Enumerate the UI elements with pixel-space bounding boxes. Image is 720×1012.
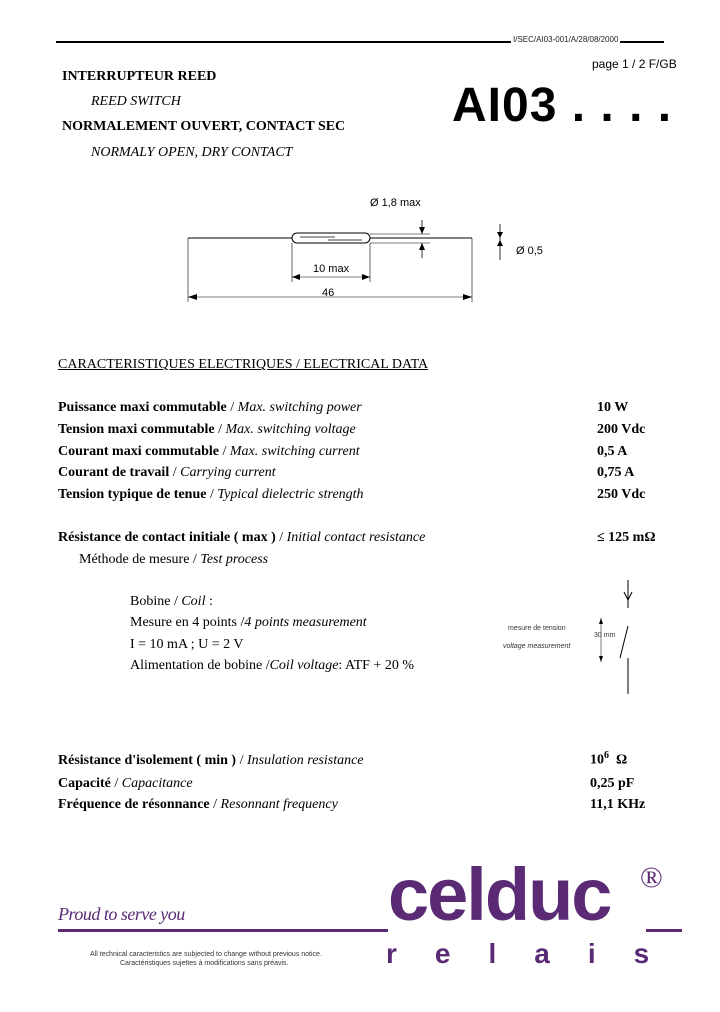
spec-value: 0,75 A <box>597 465 635 480</box>
spec-row: Courant de travail / Carrying current <box>58 465 276 480</box>
document-reference: I/SEC/AI03-001/A/28/08/2000 <box>513 35 619 44</box>
page-number: page 1 / 2 F/GB <box>592 57 677 71</box>
celduc-logo: celduc <box>388 853 611 936</box>
frequency-row: Fréquence de résonnance / Resonnant frequency <box>58 797 338 812</box>
diameter-max-label: Ø 1,8 max <box>370 197 421 209</box>
reed-switch-drawing <box>180 190 540 310</box>
model-number: AI03 . . . . <box>452 79 673 132</box>
spec-value: 0,5 A <box>597 444 628 459</box>
section-title: CARACTERISTIQUES ELECTRIQUES / ELECTRICAL DATA <box>58 357 429 372</box>
subtitle-fr: NORMALEMENT OUVERT, CONTACT SEC <box>62 119 346 134</box>
spec-value: 10 W <box>597 400 629 415</box>
wire-diameter-label: Ø 0,5 <box>516 245 543 257</box>
spec-row: Puissance maxi commutable / Max. switching power <box>58 400 362 415</box>
measurement-row: Mesure en 4 points /4 points measurement <box>130 615 367 630</box>
test-method-row: Méthode de mesure / Test process <box>79 552 269 567</box>
title-fr: INTERRUPTEUR REED <box>62 69 217 84</box>
insulation-row: Résistance d'isolement ( min ) / Insulation resistance <box>58 753 364 768</box>
capacitance-value: 0,25 pF <box>590 776 635 791</box>
registered-mark: ® <box>640 861 663 894</box>
coil-voltage-row: Alimentation de bobine /Coil voltage: ATF + 20 % <box>130 658 414 673</box>
spec-row: Tension typique de tenue / Typical dielectric strength <box>58 487 364 502</box>
frequency-value: 11,1 KHz <box>590 797 646 812</box>
spec-value: 200 Vdc <box>597 422 646 437</box>
contact-resistance-row: Résistance de contact initiale ( max ) / Initial contact resistance <box>58 530 426 545</box>
insulation-value: $10^6$ Ω <box>590 750 628 768</box>
glass-envelope <box>292 233 370 243</box>
title-en: REED SWITCH <box>91 94 181 109</box>
diagram-distance: 30 mm <box>594 632 616 639</box>
relais-wordmark: relais <box>386 938 688 969</box>
subtitle-en: NORMALY OPEN, DRY CONTACT <box>91 145 293 160</box>
glass-length-label: 10 max <box>313 263 350 275</box>
footer-rule-left <box>58 929 388 932</box>
total-length-label: 46 <box>322 287 335 299</box>
diagram-label-fr: mesure de tension <box>508 625 566 632</box>
spec-value: 250 Vdc <box>597 487 646 502</box>
disclaimer-en: All technical caracteristics are subjected to change without previous notice. <box>90 951 322 958</box>
capacitance-row: Capacité / Capacitance <box>58 776 193 791</box>
spec-row: Tension maxi commutable / Max. switching voltage <box>58 422 356 437</box>
coil-row: Bobine / Coil : <box>130 594 213 609</box>
contact-resistance-value: ≤ 125 mΩ <box>597 530 656 545</box>
measurement-diagram <box>500 578 640 698</box>
spec-row: Courant maxi commutable / Max. switching current <box>58 444 360 459</box>
slogan: Proud to serve you <box>58 904 185 924</box>
test-conditions: I = 10 mA ; U = 2 V <box>130 637 244 652</box>
disclaimer-fr: Caractéristiques sujettes à modifications sans préavis. <box>120 960 289 967</box>
footer-rule-right <box>646 929 682 932</box>
diagram-label-en: voltage measurement <box>503 643 571 650</box>
